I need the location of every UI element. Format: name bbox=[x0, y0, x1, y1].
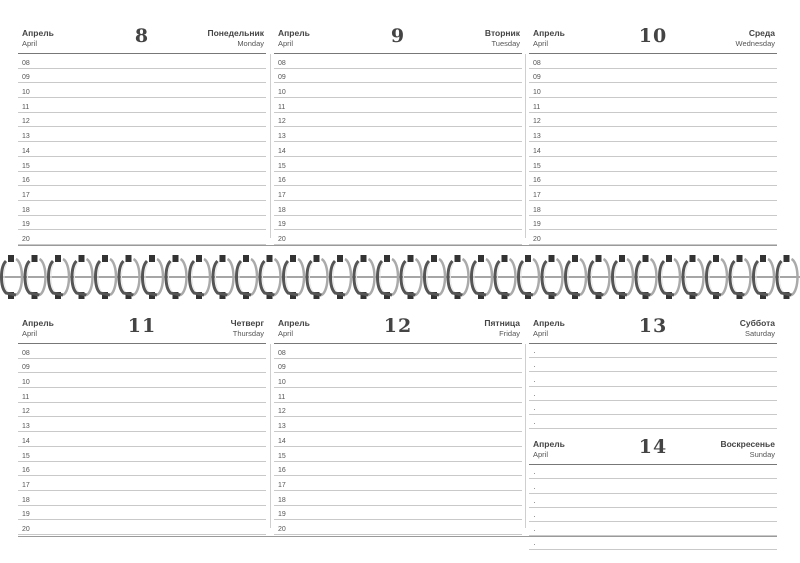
hour-label: 20 bbox=[278, 525, 286, 533]
column-divider bbox=[270, 344, 271, 528]
hour-row[interactable] bbox=[274, 388, 522, 403]
hour-label: 19 bbox=[278, 511, 286, 519]
hour-row[interactable] bbox=[529, 83, 777, 98]
weekday-ru: Пятница bbox=[484, 318, 520, 328]
hour-row[interactable] bbox=[18, 113, 266, 128]
hour-label: 08 bbox=[278, 59, 286, 67]
hour-label: 15 bbox=[278, 162, 286, 170]
note-lines bbox=[529, 465, 777, 550]
month-en: April bbox=[533, 329, 549, 338]
hour-label: 20 bbox=[533, 235, 541, 243]
spiral-binding bbox=[0, 253, 800, 301]
hour-row[interactable] bbox=[274, 447, 522, 462]
hour-label: 18 bbox=[22, 496, 30, 504]
hour-row[interactable] bbox=[274, 54, 522, 69]
hour-label: 08 bbox=[22, 349, 30, 357]
hour-label: 12 bbox=[22, 408, 30, 416]
hour-row[interactable] bbox=[274, 403, 522, 418]
column-divider bbox=[525, 344, 526, 528]
hour-row[interactable] bbox=[18, 127, 266, 142]
hour-row[interactable] bbox=[529, 98, 777, 113]
hour-row[interactable] bbox=[18, 403, 266, 418]
note-line[interactable] bbox=[529, 372, 777, 386]
hour-row[interactable] bbox=[18, 447, 266, 462]
day-number: 8 bbox=[134, 25, 150, 47]
day-column-friday bbox=[274, 314, 522, 536]
hour-label: 14 bbox=[533, 147, 541, 155]
weekday-en: Monday bbox=[237, 39, 264, 48]
day-header bbox=[274, 24, 522, 54]
note-line[interactable] bbox=[529, 415, 777, 429]
hour-label: 09 bbox=[278, 74, 286, 82]
hour-label: 15 bbox=[278, 452, 286, 460]
hour-row[interactable] bbox=[18, 432, 266, 447]
hour-row[interactable] bbox=[529, 142, 777, 157]
weekday-en: Wednesday bbox=[735, 39, 775, 48]
hour-label: 18 bbox=[22, 206, 30, 214]
hour-row[interactable] bbox=[274, 520, 522, 535]
weekday-en: Saturday bbox=[744, 329, 775, 338]
hour-label: 18 bbox=[278, 206, 286, 214]
day-header bbox=[529, 24, 777, 54]
hour-row[interactable] bbox=[18, 491, 266, 506]
month-ru: Апрель bbox=[533, 439, 565, 450]
hour-row[interactable] bbox=[18, 186, 266, 201]
weekday-ru: Понедельник bbox=[207, 28, 264, 38]
month-en: April bbox=[533, 39, 549, 48]
hour-row[interactable] bbox=[529, 69, 777, 84]
hour-row[interactable] bbox=[18, 476, 266, 491]
page-bottom-rule bbox=[18, 245, 777, 246]
day-block-saturday bbox=[529, 314, 777, 429]
hour-label: 09 bbox=[22, 74, 30, 82]
day-column-monday bbox=[18, 24, 266, 246]
hour-label: 09 bbox=[278, 364, 286, 372]
weekday-en: Thursday bbox=[232, 329, 264, 338]
hour-row[interactable] bbox=[18, 142, 266, 157]
day-column-weekend bbox=[529, 314, 777, 536]
hour-label: 10 bbox=[278, 379, 286, 387]
hour-row[interactable] bbox=[529, 230, 777, 245]
hour-label: 17 bbox=[533, 191, 541, 199]
day-number: 14 bbox=[638, 436, 668, 459]
note-line[interactable] bbox=[529, 344, 777, 358]
hour-label: 17 bbox=[278, 481, 286, 489]
hour-row[interactable] bbox=[529, 172, 777, 187]
day-header bbox=[18, 314, 266, 344]
hour-label: 16 bbox=[22, 467, 30, 475]
hour-label: 16 bbox=[533, 177, 541, 185]
hour-row[interactable] bbox=[529, 127, 777, 142]
hour-label: 11 bbox=[22, 103, 30, 111]
note-line[interactable] bbox=[529, 387, 777, 401]
hour-row[interactable] bbox=[274, 157, 522, 172]
hour-row[interactable] bbox=[529, 201, 777, 216]
hour-label: 20 bbox=[22, 525, 30, 533]
hour-label: 10 bbox=[22, 89, 30, 97]
hour-label: 08 bbox=[278, 349, 286, 357]
column-divider bbox=[525, 54, 526, 238]
note-line[interactable] bbox=[529, 465, 777, 479]
hour-label: 14 bbox=[22, 147, 30, 155]
day-column-tuesday bbox=[274, 24, 522, 246]
hour-row[interactable] bbox=[274, 172, 522, 187]
hour-label: 20 bbox=[22, 235, 30, 243]
hour-row[interactable] bbox=[274, 359, 522, 374]
hour-row[interactable] bbox=[18, 69, 266, 84]
hour-row[interactable] bbox=[274, 201, 522, 216]
hour-row[interactable] bbox=[274, 127, 522, 142]
note-line[interactable] bbox=[529, 358, 777, 372]
hour-row[interactable] bbox=[274, 373, 522, 388]
month-ru: Апрель bbox=[22, 318, 54, 328]
note-line[interactable] bbox=[529, 522, 777, 536]
hour-row[interactable] bbox=[18, 388, 266, 403]
note-lines bbox=[529, 344, 777, 429]
hour-list bbox=[274, 54, 522, 245]
hour-label: 13 bbox=[22, 133, 30, 141]
weekday-ru: Вторник bbox=[484, 28, 520, 38]
hour-label: 17 bbox=[22, 481, 30, 489]
hour-list bbox=[529, 54, 777, 245]
hour-row[interactable] bbox=[274, 432, 522, 447]
day-header bbox=[274, 314, 522, 344]
hour-label: 11 bbox=[533, 103, 541, 111]
hour-row[interactable] bbox=[18, 373, 266, 388]
note-line[interactable] bbox=[529, 479, 777, 493]
month-en: April bbox=[22, 329, 38, 338]
hour-label: 15 bbox=[533, 162, 541, 170]
hour-list bbox=[18, 344, 266, 535]
day-block-sunday bbox=[529, 435, 777, 550]
month-en: April bbox=[533, 450, 549, 460]
hour-label: 11 bbox=[22, 393, 30, 401]
note-line[interactable] bbox=[529, 536, 777, 550]
hour-row[interactable] bbox=[18, 157, 266, 172]
hour-row[interactable] bbox=[18, 230, 266, 245]
hour-row[interactable] bbox=[274, 476, 522, 491]
hour-label: 13 bbox=[278, 133, 286, 141]
hour-label: 20 bbox=[278, 235, 286, 243]
day-number: 10 bbox=[638, 25, 668, 47]
hour-row[interactable] bbox=[529, 157, 777, 172]
hour-row[interactable] bbox=[529, 216, 777, 231]
day-number: 11 bbox=[127, 315, 157, 337]
day-number: 13 bbox=[638, 315, 668, 337]
weekday-ru: Воскресенье bbox=[720, 439, 775, 450]
hour-label: 19 bbox=[22, 511, 30, 519]
hour-row[interactable] bbox=[18, 520, 266, 535]
hour-label: 12 bbox=[22, 118, 30, 126]
column-divider bbox=[270, 54, 271, 238]
hour-row[interactable] bbox=[274, 113, 522, 128]
hour-label: 16 bbox=[22, 177, 30, 185]
hour-label: 13 bbox=[533, 133, 541, 141]
hour-label: 09 bbox=[533, 74, 541, 82]
note-line[interactable] bbox=[529, 494, 777, 508]
planner-bottom-half bbox=[18, 314, 777, 536]
hour-label: 17 bbox=[278, 191, 286, 199]
hour-row[interactable] bbox=[274, 98, 522, 113]
weekday-ru: Среда bbox=[748, 28, 775, 38]
hour-row[interactable] bbox=[18, 462, 266, 477]
hour-row[interactable] bbox=[18, 216, 266, 231]
month-en: April bbox=[278, 329, 294, 338]
weekday-ru: Суббота bbox=[739, 318, 775, 328]
hour-label: 10 bbox=[533, 89, 541, 97]
hour-label: 14 bbox=[278, 437, 286, 445]
month-ru: Апрель bbox=[533, 318, 565, 328]
hour-label: 14 bbox=[22, 437, 30, 445]
hour-label: 12 bbox=[278, 118, 286, 126]
weekday-en: Tuesday bbox=[491, 39, 520, 48]
hour-label: 19 bbox=[278, 221, 286, 229]
hour-row[interactable] bbox=[274, 491, 522, 506]
hour-row[interactable] bbox=[274, 462, 522, 477]
hour-label: 09 bbox=[22, 364, 30, 372]
hour-label: 10 bbox=[278, 89, 286, 97]
hour-label: 11 bbox=[278, 103, 286, 111]
day-header bbox=[18, 24, 266, 54]
hour-row[interactable] bbox=[274, 186, 522, 201]
hour-row[interactable] bbox=[274, 417, 522, 432]
note-line[interactable] bbox=[529, 508, 777, 522]
day-column-wednesday bbox=[529, 24, 777, 246]
hour-label: 13 bbox=[278, 423, 286, 431]
hour-row[interactable] bbox=[274, 506, 522, 521]
hour-label: 18 bbox=[533, 206, 541, 214]
month-en: April bbox=[22, 39, 38, 48]
hour-label: 08 bbox=[22, 59, 30, 67]
hour-row[interactable] bbox=[274, 216, 522, 231]
hour-label: 19 bbox=[533, 221, 541, 229]
hour-row[interactable] bbox=[18, 201, 266, 216]
hour-label: 15 bbox=[22, 452, 30, 460]
hour-list bbox=[274, 344, 522, 535]
month-ru: Апрель bbox=[533, 28, 565, 38]
hour-label: 15 bbox=[22, 162, 30, 170]
weekday-en: Sunday bbox=[749, 450, 775, 460]
hour-row[interactable] bbox=[18, 506, 266, 521]
day-number: 9 bbox=[390, 25, 406, 47]
hour-row[interactable] bbox=[274, 142, 522, 157]
hour-row[interactable] bbox=[18, 98, 266, 113]
hour-row[interactable] bbox=[18, 172, 266, 187]
hour-row[interactable] bbox=[274, 230, 522, 245]
day-header bbox=[529, 435, 777, 465]
hour-label: 19 bbox=[22, 221, 30, 229]
hour-label: 12 bbox=[278, 408, 286, 416]
hour-row[interactable] bbox=[529, 113, 777, 128]
hour-label: 16 bbox=[278, 177, 286, 185]
weekday-ru: Четверг bbox=[230, 318, 264, 328]
hour-row[interactable] bbox=[18, 417, 266, 432]
hour-row[interactable] bbox=[274, 344, 522, 359]
month-ru: Апрель bbox=[278, 28, 310, 38]
hour-row[interactable] bbox=[18, 359, 266, 374]
hour-row[interactable] bbox=[529, 54, 777, 69]
hour-label: 12 bbox=[533, 118, 541, 126]
day-header bbox=[529, 314, 777, 344]
note-line[interactable] bbox=[529, 401, 777, 415]
month-ru: Апрель bbox=[278, 318, 310, 328]
day-number: 12 bbox=[383, 315, 413, 337]
hour-row[interactable] bbox=[274, 69, 522, 84]
hour-label: 18 bbox=[278, 496, 286, 504]
hour-row[interactable] bbox=[18, 83, 266, 98]
hour-label: 16 bbox=[278, 467, 286, 475]
planner-top-half bbox=[18, 24, 777, 246]
weekday-en: Friday bbox=[499, 329, 520, 338]
hour-label: 08 bbox=[533, 59, 541, 67]
month-ru: Апрель bbox=[22, 28, 54, 38]
hour-row[interactable] bbox=[274, 83, 522, 98]
hour-label: 11 bbox=[278, 393, 286, 401]
hour-row[interactable] bbox=[529, 186, 777, 201]
month-en: April bbox=[278, 39, 294, 48]
hour-label: 14 bbox=[278, 147, 286, 155]
hour-label: 17 bbox=[22, 191, 30, 199]
hour-label: 10 bbox=[22, 379, 30, 387]
hour-list bbox=[18, 54, 266, 245]
hour-row[interactable] bbox=[18, 344, 266, 359]
page-bottom-rule bbox=[18, 536, 777, 537]
day-column-thursday bbox=[18, 314, 266, 536]
hour-label: 13 bbox=[22, 423, 30, 431]
hour-row[interactable] bbox=[18, 54, 266, 69]
